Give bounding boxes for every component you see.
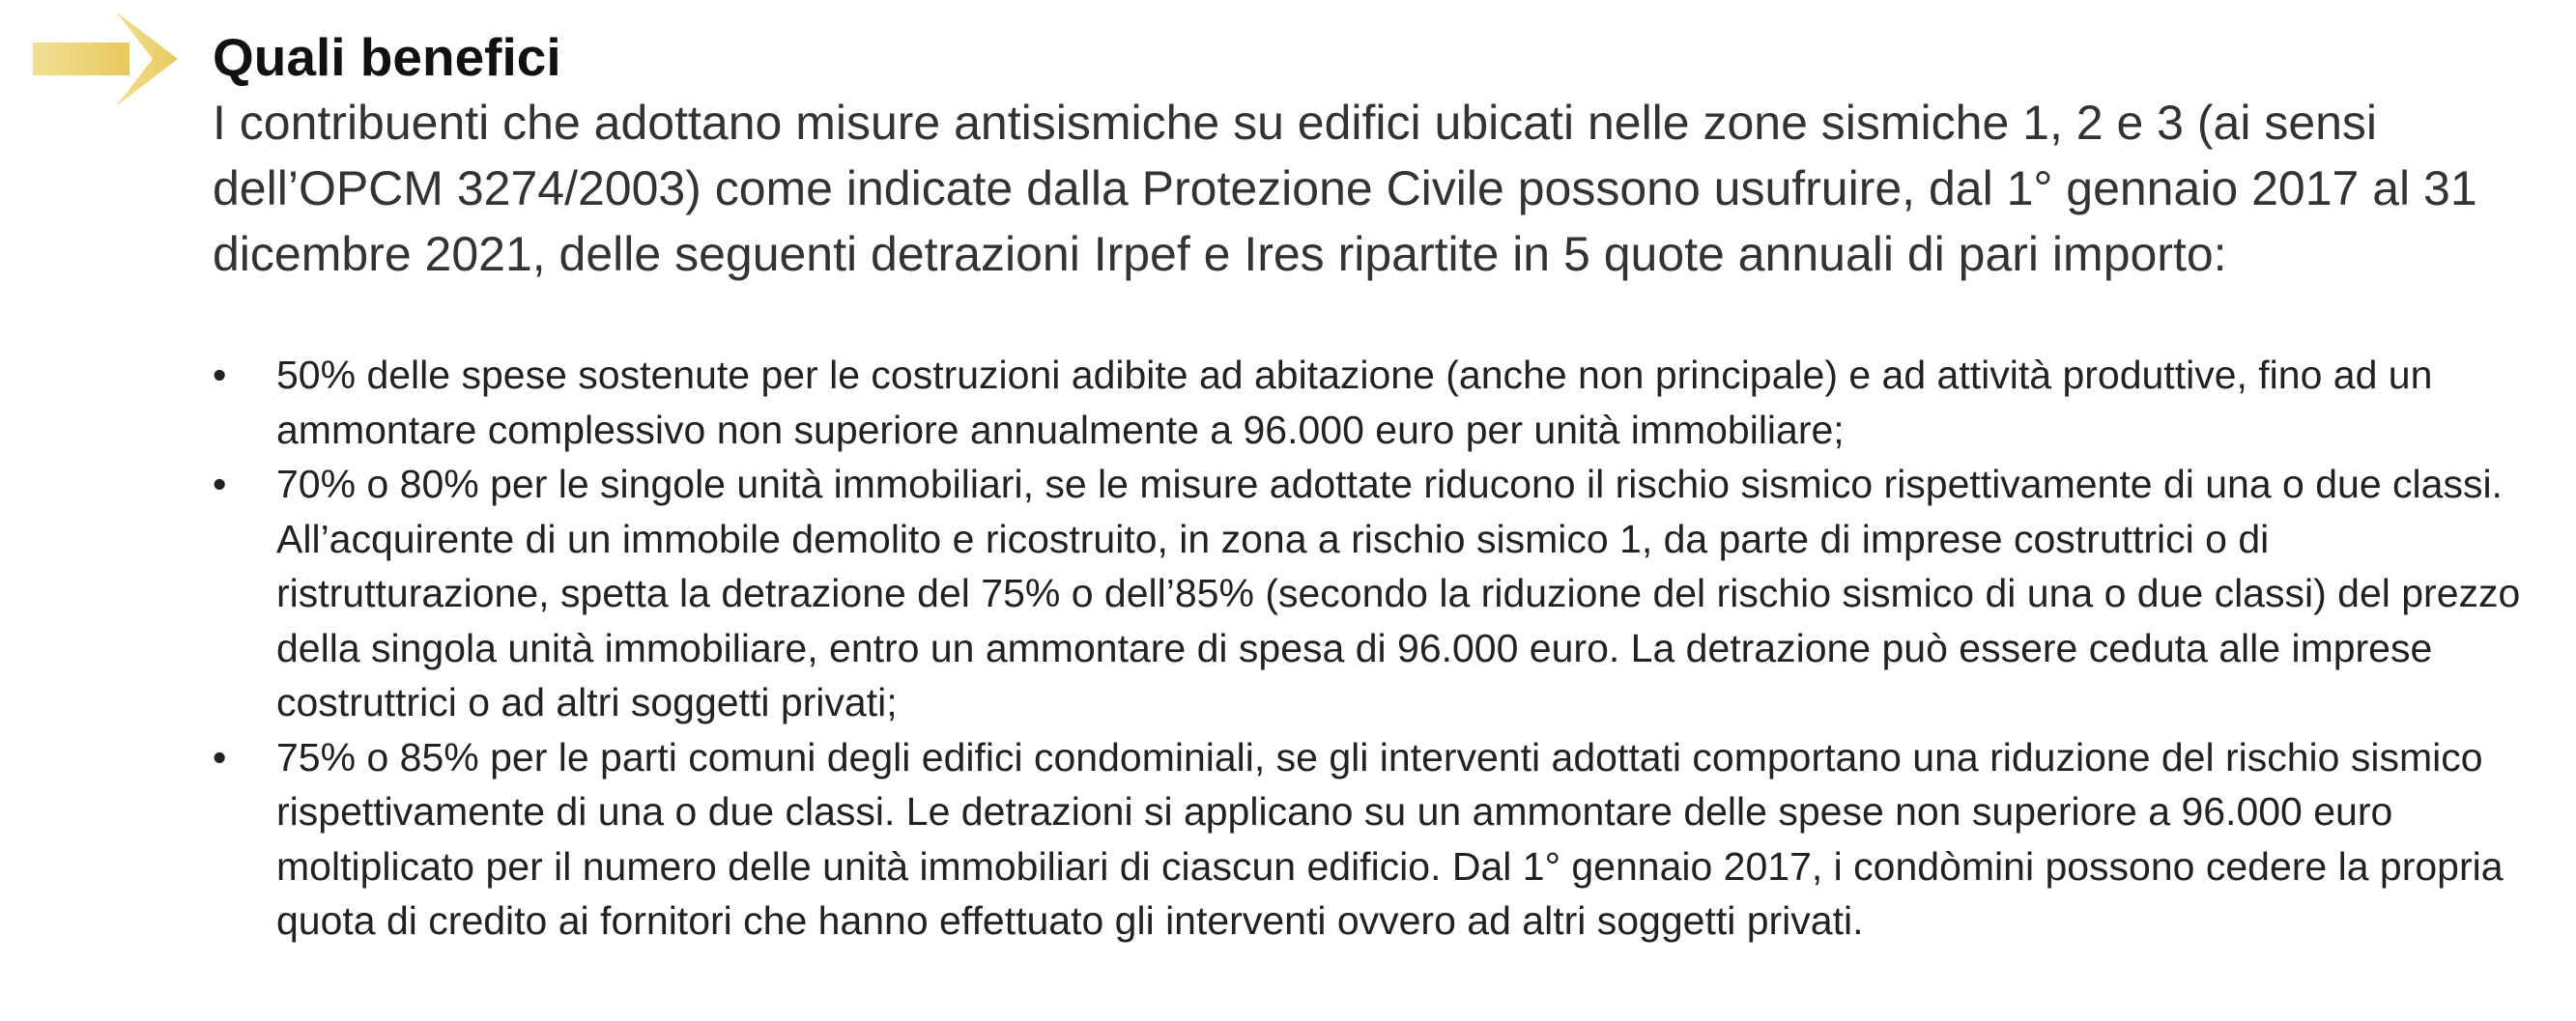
bullet-marker: • [213,734,227,780]
list-item-text: 70% o 80% per le singole unità immobiliari, se le misure adottate riducono il rischio sismico rispettivamente di una o due classi. All’acquirente di un immobile demolito e ricostruito, in zona a rischio sismico 1, da parte di imprese costruttrici o di ristrutturazione, spetta la detrazione del 75% o dell’85% (secondo la riduzione del rischio sismico di una o due classi) del prezzo della singola unità immobiliare, entro un ammontare di spesa di 96.000 euro. La detrazione può essere ceduta alle imprese costruttrici o ad altri soggetti privati; [276,462,2521,724]
list-item-text: 75% o 85% per le parti comuni degli edifici condominiali, se gli interventi adottati comportano una riduzione del rischio sismico rispettivamente di una o due classi. Le detrazioni si applicano su un ammontare delle spese non superiore a 96.000 euro moltiplicato per il numero delle unità immobiliari di ciascun edificio. Dal 1° gennaio 2017, i condòmini possono cedere la propria quota di credito ai fornitori che hanno effettuato gli interventi ovvero ad altri soggetti privati. [276,734,2504,943]
arrow-shaft-icon [33,43,129,75]
arrow-icon [33,8,191,114]
intro-paragraph: I contribuenti che adottano misure antisismiche su edifici ubicati nelle zone sismiche 1, 2 e 3 (ai sensi dell’OPCM 3274/2003) come indicate dalla Protezione Civile possono usufruire, dal 1° gennaio 2017 al 31 dicembre 2021, delle seguenti detrazioni Irpef e Ires ripartite in 5 quote annuali di pari importo: [213,96,2477,281]
list-item-2 [213,457,2551,730]
benefits-list [213,348,2551,949]
list-item-3 [213,730,2551,949]
bullet-marker: • [213,353,227,397]
list-item-1 [213,348,2551,457]
section-title: Quali benefici [213,27,561,87]
list-item-text: 50% delle spese sostenute per le costruzioni adibite ad abitazione (anche non principale) e ad attività produttive, fino ad un ammontare complessivo non superiore annualmente a 96.000 euro per unità immobiliare; [276,353,2433,452]
bullet-marker: • [213,462,227,506]
